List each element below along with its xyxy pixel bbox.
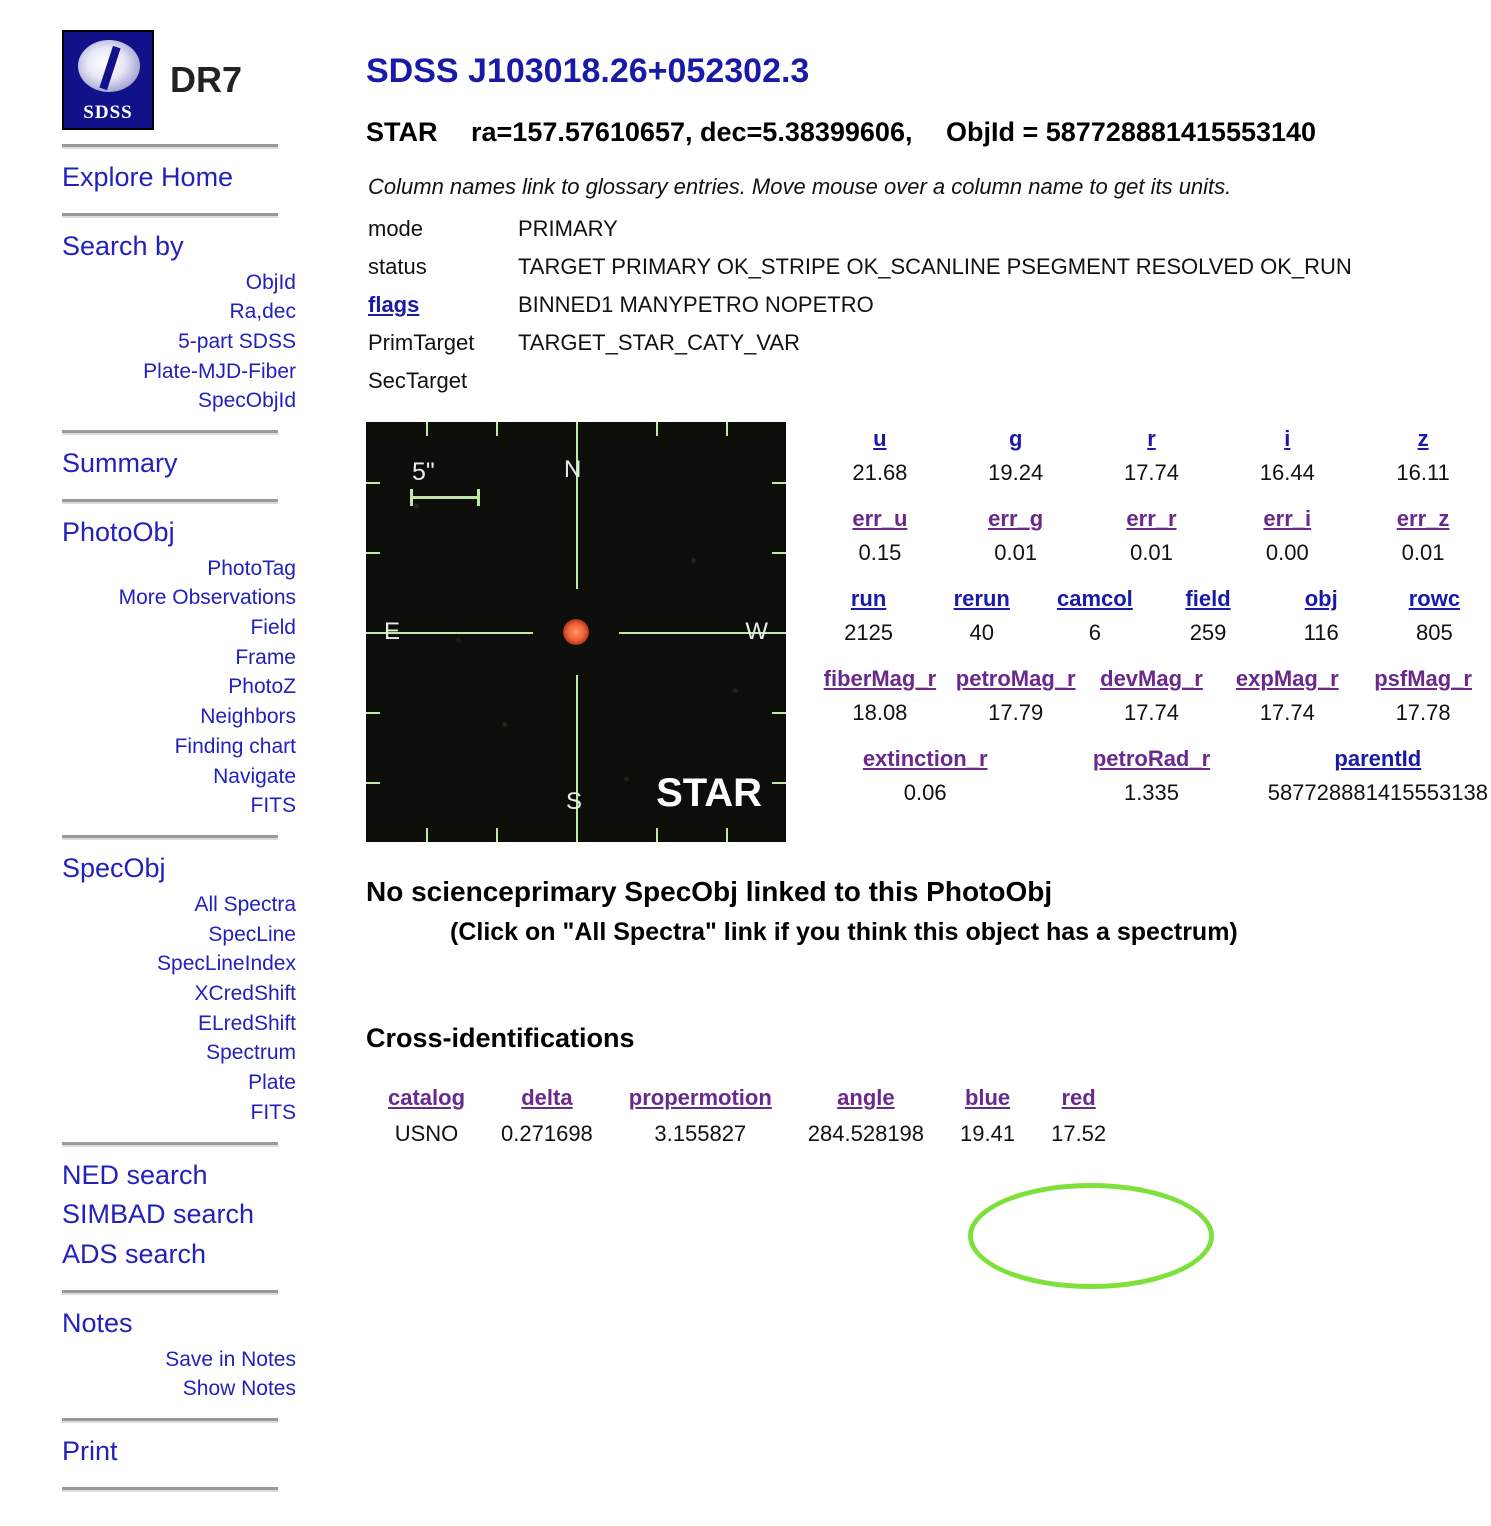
tick-mark bbox=[726, 422, 728, 436]
table-row bbox=[812, 456, 1491, 490]
sidebar-item-specobjid[interactable]: SpecObjId bbox=[197, 389, 296, 413]
tick-mark bbox=[426, 422, 428, 436]
image-and-photometry-row bbox=[366, 422, 1491, 842]
table-row bbox=[370, 1116, 1124, 1152]
scale-bar-label: 5" bbox=[412, 458, 435, 486]
cell-run: 2125 bbox=[844, 620, 894, 645]
cell-mag-g: 19.24 bbox=[988, 460, 1044, 485]
attr-key-primtarget: PrimTarget bbox=[368, 330, 475, 355]
tick-mark bbox=[656, 828, 658, 842]
attr-value-mode: PRIMARY bbox=[518, 216, 618, 241]
cell-err-g: 0.01 bbox=[994, 540, 1038, 565]
tick-mark bbox=[772, 482, 786, 484]
page-title: SDSS J103018.26+052302.3 bbox=[366, 52, 810, 90]
cell-rerun: 40 bbox=[969, 620, 994, 645]
sidebar-item-frame[interactable]: Frame bbox=[235, 645, 296, 669]
observation-ids-table bbox=[812, 582, 1491, 650]
divider bbox=[62, 1290, 278, 1295]
magnitudes-table bbox=[812, 422, 1491, 490]
spacer bbox=[812, 650, 1491, 662]
sidebar-item-xcredshift[interactable]: XCredShift bbox=[194, 981, 296, 1005]
extra-parameters-table bbox=[812, 742, 1491, 810]
sidebar-item-more-observations[interactable]: More Observations bbox=[118, 586, 296, 610]
sidebar-item-objid[interactable]: ObjId bbox=[245, 270, 296, 294]
object-attributes-table bbox=[368, 210, 1352, 400]
spacer bbox=[812, 570, 1491, 582]
sidebar-item-print[interactable]: Print bbox=[62, 1436, 118, 1466]
cell-propermotion: 3.155827 bbox=[654, 1121, 747, 1146]
tick-mark bbox=[496, 828, 498, 842]
sidebar-item-specline[interactable]: SpecLine bbox=[208, 922, 296, 946]
sidebar-item-neighbors[interactable]: Neighbors bbox=[200, 705, 296, 729]
tick-mark bbox=[772, 782, 786, 784]
divider bbox=[62, 430, 278, 435]
sidebar-item-plate[interactable]: Plate bbox=[248, 1071, 296, 1095]
tick-mark bbox=[772, 552, 786, 554]
cell-catalog: USNO bbox=[394, 1121, 459, 1146]
table-row bbox=[812, 662, 1491, 696]
divider bbox=[62, 1142, 278, 1147]
compass-south-label: S bbox=[566, 788, 583, 815]
main-content bbox=[340, 0, 1491, 1526]
column-header-delta[interactable]: delta bbox=[521, 1085, 573, 1110]
cell-petrorad-r: 1.335 bbox=[1123, 780, 1180, 805]
column-header-i[interactable]: i bbox=[1284, 426, 1291, 451]
column-header-camcol[interactable]: camcol bbox=[1056, 586, 1133, 611]
dec-value: dec=5.38399606, bbox=[700, 117, 913, 147]
attr-value-primtarget: TARGET_STAR_CATY_VAR bbox=[518, 330, 800, 355]
divider bbox=[62, 144, 278, 149]
cross-identifications-title: Cross-identifications bbox=[366, 1023, 635, 1053]
tick-mark bbox=[726, 828, 728, 842]
compass-east-label: E bbox=[384, 618, 401, 645]
attr-key-status: status bbox=[368, 254, 427, 279]
spectrum-message: No scienceprimary SpecObj linked to this PhotoObj bbox=[366, 876, 1053, 907]
tick-mark bbox=[426, 828, 428, 842]
column-header-devmag-r[interactable]: devMag_r bbox=[1100, 666, 1203, 691]
sidebar-item-all-spectra[interactable]: All Spectra bbox=[194, 892, 296, 916]
cell-err-u: 0.15 bbox=[858, 540, 902, 565]
cell-expmag-r: 17.74 bbox=[1259, 700, 1315, 725]
cross-identifications-table bbox=[370, 1080, 1124, 1152]
cell-field: 259 bbox=[1189, 620, 1227, 645]
sidebar-item-specobj[interactable]: SpecObj bbox=[62, 853, 166, 884]
cell-angle: 284.528198 bbox=[807, 1121, 925, 1146]
sidebar-item-photoobj-fits[interactable]: FITS bbox=[250, 794, 296, 818]
sidebar-item-simbad-search[interactable]: SIMBAD search bbox=[62, 1199, 255, 1230]
table-row bbox=[812, 742, 1491, 776]
column-header-obj[interactable]: obj bbox=[1304, 586, 1338, 611]
divider bbox=[62, 1418, 278, 1423]
divider bbox=[62, 499, 278, 504]
sidebar-item-ads-search[interactable]: ADS search bbox=[62, 1239, 207, 1270]
cell-err-i: 0.00 bbox=[1265, 540, 1309, 565]
attr-key-mode: mode bbox=[368, 216, 424, 241]
cell-obj: 116 bbox=[1303, 620, 1339, 645]
sidebar-item-ned-search[interactable]: NED search bbox=[62, 1159, 208, 1190]
divider bbox=[62, 1487, 278, 1492]
column-header-field[interactable]: field bbox=[1185, 586, 1231, 611]
spacer bbox=[812, 490, 1491, 502]
sidebar-item-elredshift[interactable]: ELredShift bbox=[197, 1011, 296, 1035]
table-row bbox=[812, 616, 1491, 650]
sidebar-item-spectrum[interactable]: Spectrum bbox=[206, 1041, 296, 1065]
table-row bbox=[368, 286, 1352, 324]
sidebar-item-navigate[interactable]: Navigate bbox=[213, 764, 296, 788]
cell-mag-z: 16.11 bbox=[1396, 460, 1450, 485]
column-header-petrorad-r[interactable]: petroRad_r bbox=[1092, 746, 1211, 771]
table-row bbox=[812, 536, 1491, 570]
compass-north-label: N bbox=[564, 456, 582, 483]
cell-delta: 0.271698 bbox=[501, 1121, 593, 1146]
divider bbox=[62, 835, 278, 840]
sdss-logo-icon bbox=[62, 30, 154, 130]
column-header-rowc[interactable]: rowc bbox=[1408, 586, 1461, 611]
sidebar-item-finding-chart[interactable]: Finding chart bbox=[174, 734, 296, 758]
attr-key-sectarget: SecTarget bbox=[368, 368, 468, 393]
column-header-psfmag-r[interactable]: psfMag_r bbox=[1374, 666, 1472, 691]
sidebar-item-5-part-sdss[interactable]: 5-part SDSS bbox=[178, 329, 296, 353]
cell-petromag-r: 17.79 bbox=[988, 700, 1044, 725]
compass-west-label: W bbox=[745, 618, 768, 645]
table-row bbox=[368, 210, 1352, 248]
column-header-propermotion[interactable]: propermotion bbox=[628, 1085, 772, 1110]
column-header-err-r[interactable]: err_r bbox=[1126, 506, 1177, 531]
tick-mark bbox=[772, 712, 786, 714]
table-row bbox=[370, 1080, 1124, 1116]
magnitude-errors-table bbox=[812, 502, 1491, 570]
sidebar-item-field[interactable]: Field bbox=[250, 616, 296, 640]
column-note: Column names link to glossary entries. Move mouse over a column name to get its units. bbox=[368, 174, 1232, 199]
column-header-extinction-r[interactable]: extinction_r bbox=[862, 746, 988, 771]
cell-red: 17.52 bbox=[1051, 1121, 1107, 1146]
sidebar-item-show-notes[interactable]: Show Notes bbox=[182, 1377, 296, 1401]
column-header-u[interactable]: u bbox=[873, 426, 887, 451]
column-header-r[interactable]: r bbox=[1147, 426, 1156, 451]
sidebar-item-summary[interactable]: Summary bbox=[62, 448, 178, 479]
column-header-blue[interactable]: blue bbox=[964, 1085, 1011, 1110]
column-header-err-z[interactable]: err_z bbox=[1396, 506, 1450, 531]
scale-bar bbox=[410, 496, 480, 499]
attr-key-flags[interactable] bbox=[368, 286, 518, 324]
sidebar-item-specobj-fits[interactable]: FITS bbox=[250, 1100, 296, 1124]
column-header-err-i[interactable]: err_i bbox=[1263, 506, 1312, 531]
flags-link[interactable]: flags bbox=[368, 292, 420, 317]
tick-mark bbox=[366, 552, 380, 554]
column-header-petromag-r[interactable]: petroMag_r bbox=[955, 666, 1076, 691]
logo-text: SDSS bbox=[83, 102, 133, 123]
column-header-parentid[interactable]: parentId bbox=[1334, 746, 1422, 771]
attr-value-status: TARGET PRIMARY OK_STRIPE OK_SCANLINE PSEGMENT RESOLVED OK_RUN bbox=[518, 254, 1352, 279]
cell-devmag-r: 17.74 bbox=[1123, 700, 1180, 725]
object-type-label: STAR bbox=[366, 117, 438, 147]
sidebar-item-save-in-notes[interactable]: Save in Notes bbox=[165, 1347, 296, 1371]
sidebar-item-explore-home[interactable]: Explore Home bbox=[62, 162, 234, 192]
sidebar-item-speclineindex[interactable]: SpecLineIndex bbox=[157, 952, 296, 976]
cell-mag-i: 16.44 bbox=[1259, 460, 1315, 485]
cell-fibermag-r: 18.08 bbox=[852, 700, 908, 725]
object-summary-line bbox=[340, 91, 1491, 148]
r-band-magnitudes-table bbox=[812, 662, 1491, 730]
table-row bbox=[812, 422, 1491, 456]
target-star-marker bbox=[563, 619, 589, 645]
cell-err-z: 0.01 bbox=[1401, 540, 1445, 565]
cell-blue: 19.41 bbox=[960, 1121, 1016, 1146]
column-header-err-u[interactable]: err_u bbox=[852, 506, 908, 531]
column-header-red[interactable]: red bbox=[1061, 1085, 1096, 1110]
cell-psfmag-r: 17.78 bbox=[1395, 700, 1451, 725]
cell-err-r: 0.01 bbox=[1130, 540, 1173, 565]
column-header-g[interactable]: g bbox=[1008, 426, 1023, 451]
data-release-label: DR7 bbox=[170, 59, 243, 100]
attr-value-flags: BINNED1 MANYPETRO NOPETRO bbox=[518, 292, 874, 317]
sky-thumbnail-image[interactable] bbox=[366, 422, 786, 842]
tick-mark bbox=[366, 782, 380, 784]
tick-mark bbox=[366, 712, 380, 714]
table-row bbox=[812, 696, 1491, 730]
sidebar bbox=[0, 0, 340, 1526]
photometry-tables bbox=[812, 422, 1491, 810]
sidebar-logo-row bbox=[0, 0, 340, 130]
sidebar-item-plate-mjd-fiber[interactable]: Plate-MJD-Fiber bbox=[143, 359, 296, 383]
divider bbox=[62, 213, 278, 218]
column-header-z[interactable]: z bbox=[1417, 426, 1429, 451]
image-type-label: STAR bbox=[656, 771, 762, 815]
sidebar-item-radec[interactable]: Ra,dec bbox=[229, 300, 296, 324]
cell-rowc: 805 bbox=[1416, 620, 1453, 645]
cell-mag-r: 17.74 bbox=[1123, 460, 1180, 485]
column-header-run[interactable]: run bbox=[850, 586, 887, 611]
table-row bbox=[812, 582, 1491, 616]
cell-extinction-r: 0.06 bbox=[903, 780, 947, 805]
column-header-err-g[interactable]: err_g bbox=[988, 506, 1044, 531]
cell-parentid: 587728881415553138 bbox=[1267, 780, 1488, 805]
table-row bbox=[368, 248, 1352, 286]
spacer bbox=[812, 730, 1491, 742]
column-header-fibermag-r[interactable]: fiberMag_r bbox=[823, 666, 937, 691]
table-row bbox=[368, 324, 1352, 362]
tick-mark bbox=[496, 422, 498, 436]
column-header-catalog[interactable]: catalog bbox=[388, 1085, 466, 1110]
ra-value: ra=157.57610657, bbox=[471, 117, 693, 147]
cell-camcol: 6 bbox=[1088, 620, 1102, 645]
table-row bbox=[812, 502, 1491, 536]
table-row bbox=[812, 776, 1491, 810]
sidebar-item-phototag[interactable]: PhotoTag bbox=[207, 556, 296, 580]
tick-mark bbox=[366, 482, 380, 484]
column-header-expmag-r[interactable]: expMag_r bbox=[1235, 666, 1339, 691]
table-row bbox=[368, 362, 1352, 400]
tick-mark bbox=[656, 422, 658, 436]
column-header-angle[interactable]: angle bbox=[837, 1085, 895, 1110]
sidebar-item-search-by[interactable]: Search by bbox=[62, 230, 184, 261]
sidebar-item-photoz[interactable]: PhotoZ bbox=[228, 675, 296, 699]
spectrum-submessage: (Click on "All Spectra" link if you think this object has a spectrum) bbox=[450, 918, 1238, 946]
sidebar-item-notes[interactable]: Notes bbox=[62, 1307, 133, 1338]
column-header-rerun[interactable]: rerun bbox=[953, 586, 1010, 611]
attr-value-sectarget bbox=[518, 362, 1352, 400]
cell-mag-u: 21.68 bbox=[852, 460, 908, 485]
objid-value: ObjId = 587728881415553140 bbox=[945, 117, 1317, 147]
sidebar-item-photoobj[interactable]: PhotoObj bbox=[62, 516, 175, 547]
